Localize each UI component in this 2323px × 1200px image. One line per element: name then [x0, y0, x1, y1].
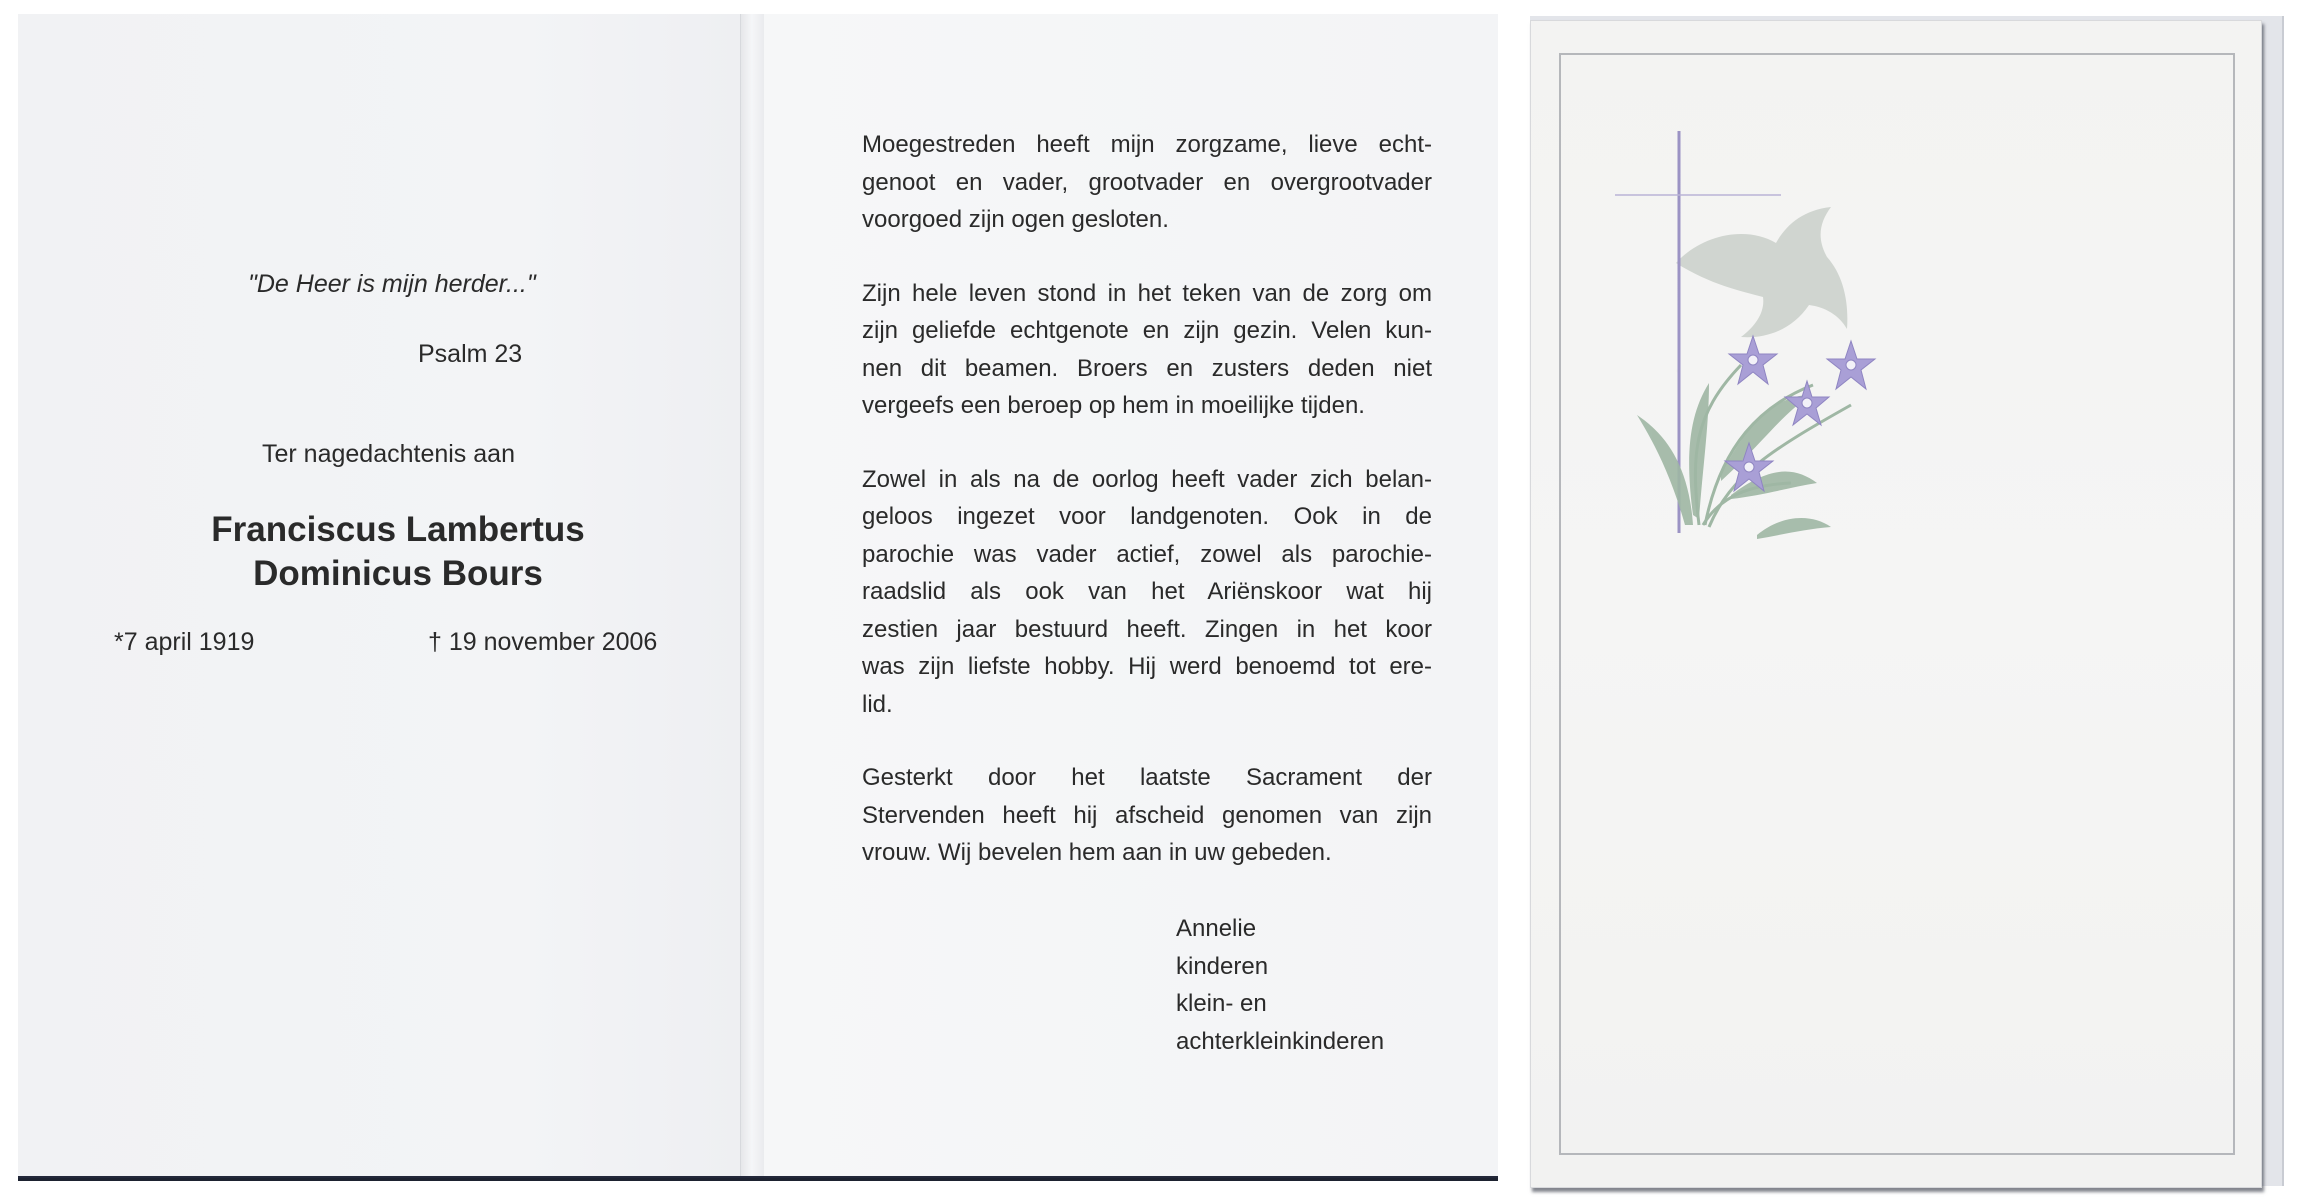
text-line: lid. [862, 690, 893, 718]
bible-quote: "De Heer is mijn herder..." [248, 270, 536, 298]
birth-date: *7 april 1919 [114, 628, 255, 656]
memorial-card-cover [1530, 20, 2262, 1188]
family-signature [1176, 910, 1384, 1060]
text-line: Moegestreden heeft mijn zorgzame, lieve echt- [862, 131, 1432, 158]
text-line: zijn geliefde echtgenote en zijn gezin. Velen kun- [862, 317, 1432, 344]
text-line: nen dit beamen. Broers en zusters deden niet [862, 354, 1432, 382]
text-line: Stervenden heeft hij afscheid genomen van zijn [862, 801, 1432, 829]
psalm-reference: Psalm 23 [418, 340, 523, 368]
text-line: Zijn hele leven stond in het teken van de zorg om [862, 279, 1432, 307]
text-line: zestien jaar bestuurd heeft. Zingen in het koor [862, 615, 1432, 643]
signature-line: Annelie [1176, 915, 1257, 942]
text-line: vrouw. Wij bevelen hem aan in uw gebeden. [862, 839, 1332, 866]
deceased-name-line2: Dominicus Bours [253, 554, 543, 593]
text-line: was zijn liefste hobby. Hij werd benoemd tot ere- [862, 653, 1432, 680]
cross-dove-flowers-icon [1581, 115, 1901, 545]
flower-stems [1695, 365, 1851, 527]
obituary-paragraph-3 [862, 461, 1432, 724]
obituary-paragraph-2 [862, 275, 1432, 425]
text-line: parochie was vader actief, zowel als parochie- [862, 540, 1432, 568]
death-date: † 19 november 2006 [428, 628, 658, 656]
right-page [764, 14, 1498, 1176]
signature-line: achterkleinkinderen [1176, 1027, 1385, 1055]
left-page [18, 14, 740, 1176]
text-line: genoot en vader, grootvader en overgrootvader [862, 168, 1432, 196]
flower-icon [1725, 336, 1875, 491]
deceased-name-line1: Franciscus Lambertus [211, 510, 585, 549]
text-line: Zowel in als na de oorlog heeft vader zich belan- [862, 465, 1432, 493]
in-memory-label: Ter nagedachtenis aan [262, 440, 515, 468]
signature-line: klein- en [1176, 990, 1267, 1017]
text-line: vergeefs een beroep op hem in moeilijke tijden. [862, 392, 1365, 419]
memorial-card-inside [18, 14, 1498, 1176]
obituary-text [862, 126, 1432, 908]
text-line: geloos ingezet voor landgenoten. Ook in de [862, 503, 1432, 530]
dove-icon [1676, 207, 1847, 337]
obituary-paragraph-4 [862, 759, 1432, 872]
obituary-paragraph-1 [862, 126, 1432, 239]
text-line: voorgoed zijn ogen gesloten. [862, 206, 1169, 233]
deceased-name [98, 508, 698, 596]
text-line: raadslid als ook van het Ariënskoor wat hij [862, 578, 1432, 605]
card-fold [740, 14, 765, 1176]
text-line: Gesterkt door het laatste Sacrament der [862, 764, 1432, 791]
signature-line: kinderen [1176, 952, 1269, 980]
